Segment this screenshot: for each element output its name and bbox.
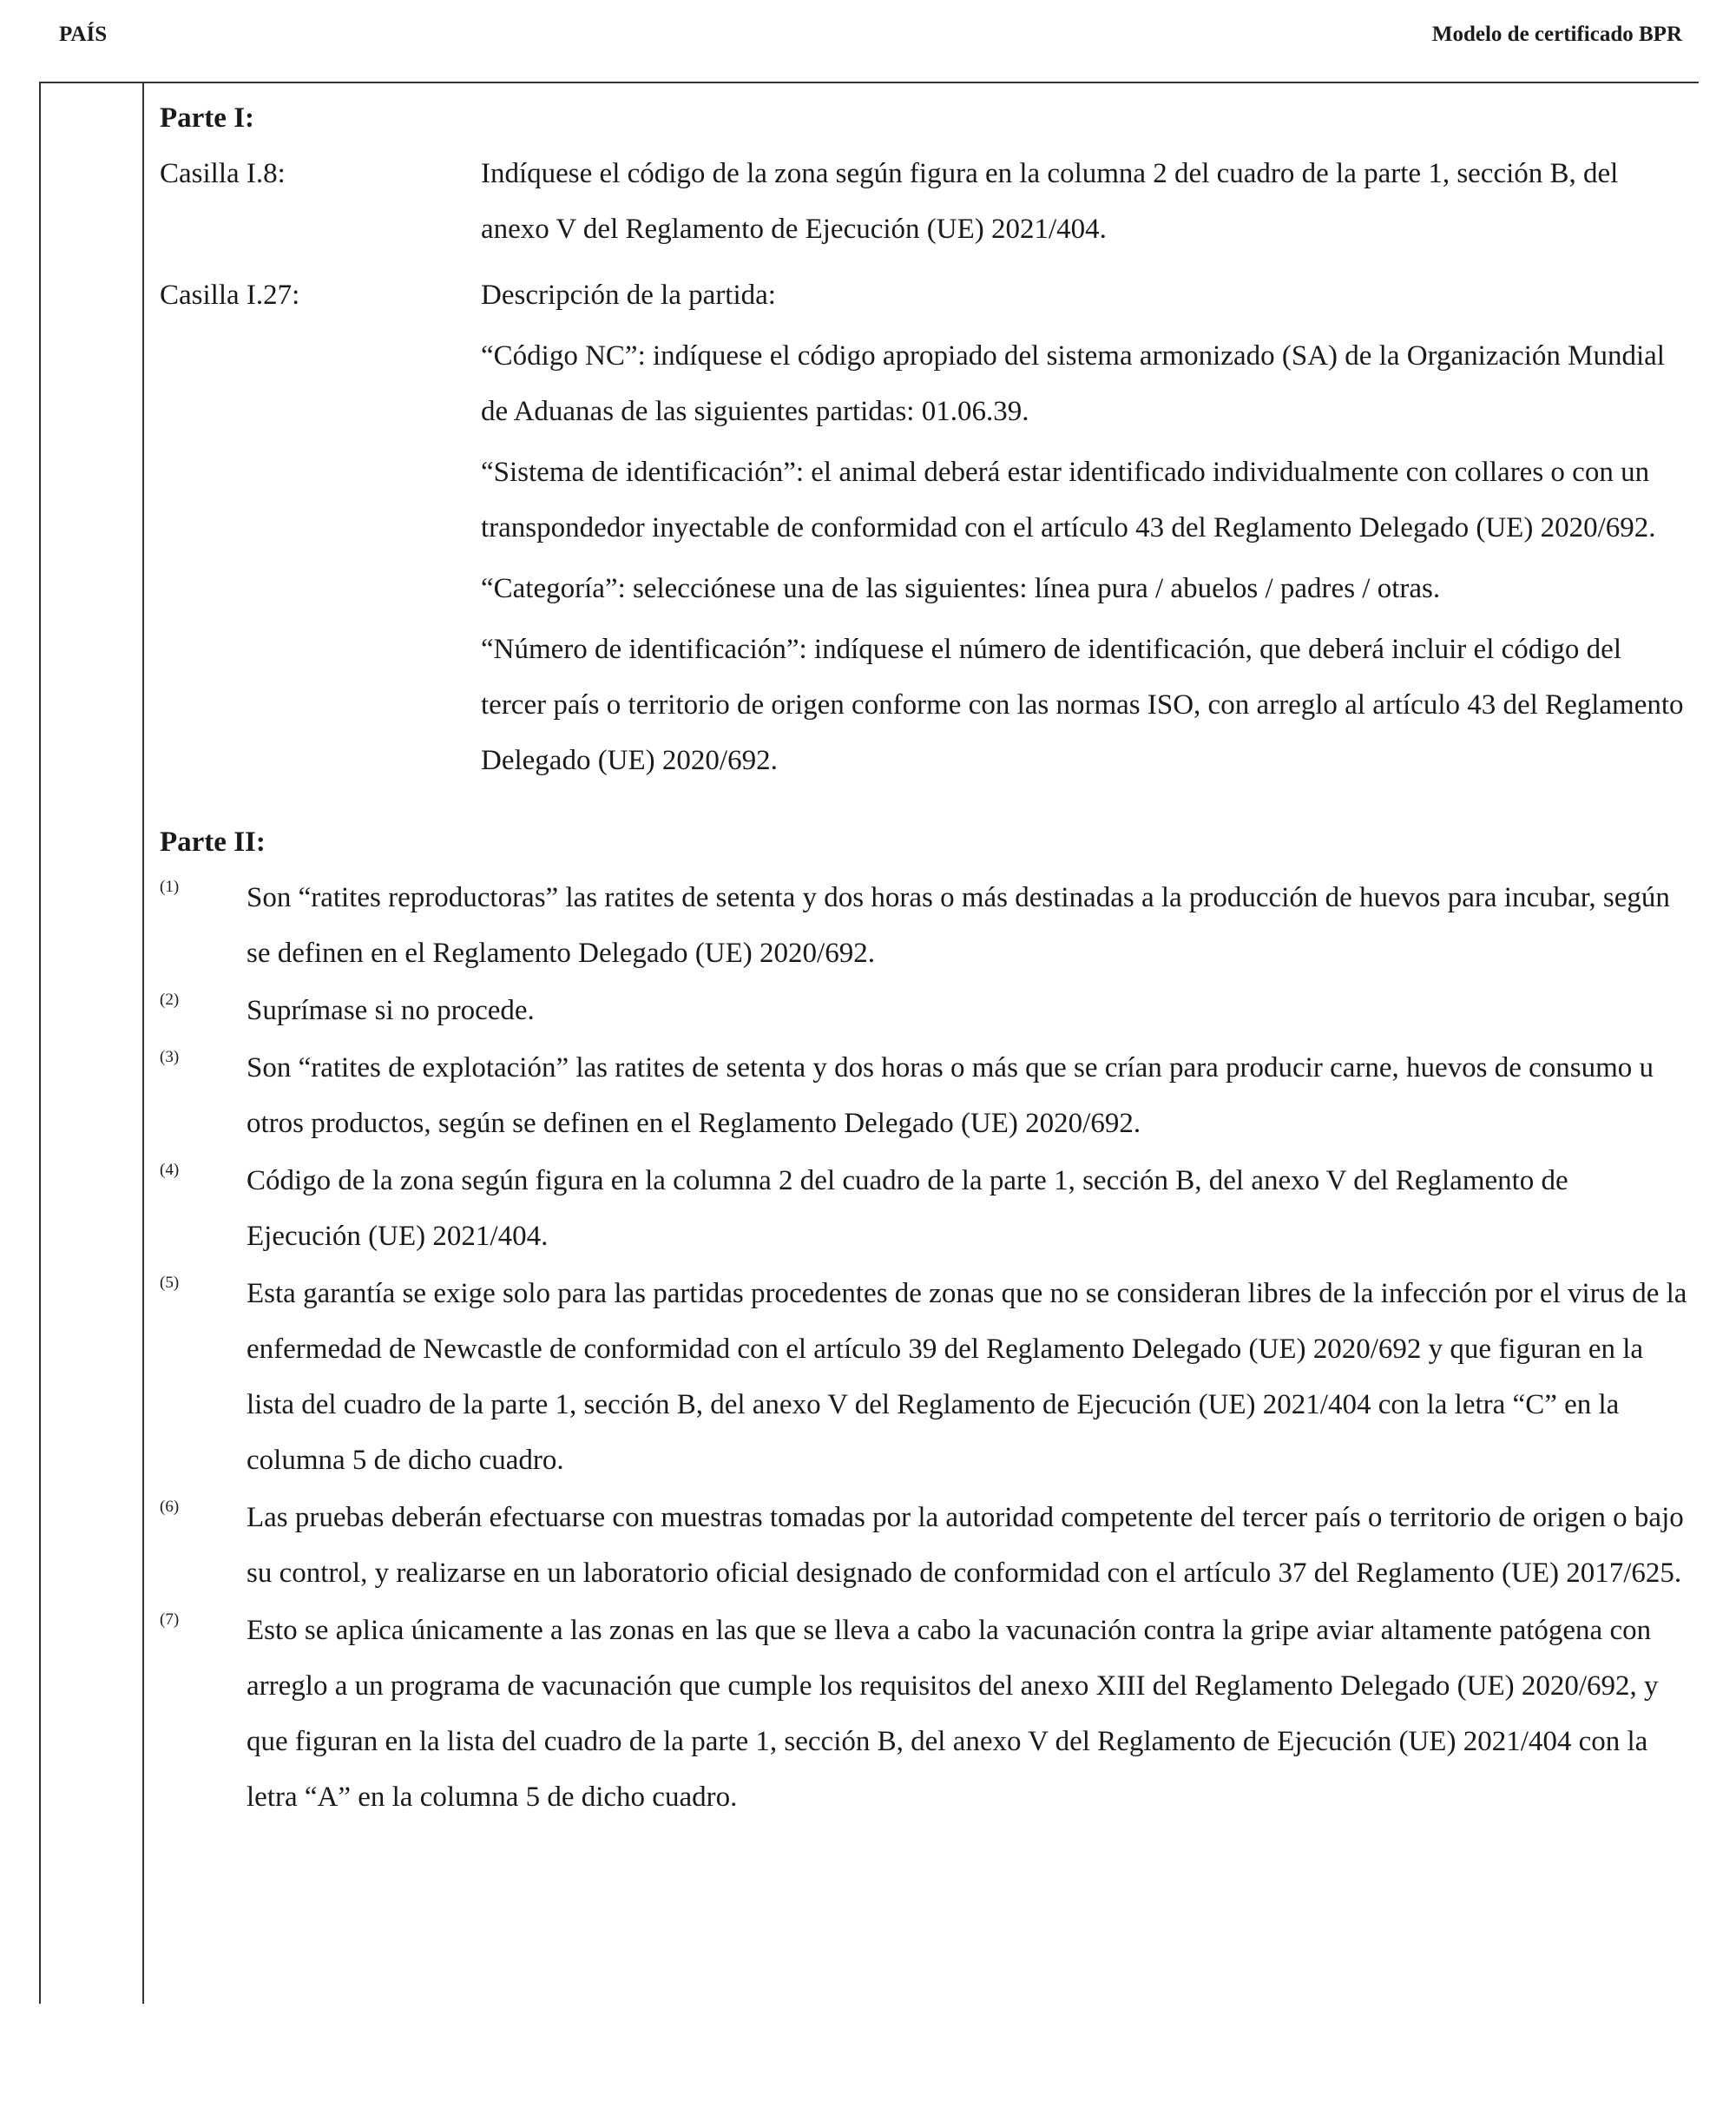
footnote-number: (6) <box>160 1498 180 1516</box>
casilla-i8 <box>160 146 1687 262</box>
footnote-item <box>160 983 1687 1038</box>
certificate-model-label: Modelo de certificado BPR <box>1431 23 1682 46</box>
page-header <box>59 23 1682 57</box>
casilla-paragraph: Indíquese el código de la zona según figura en la columna 2 del cuadro de la parte 1, sección B, del anexo V del Reglamento de Ejecución (UE) 2021/404. <box>481 158 1619 245</box>
footnote-item <box>160 1603 1687 1825</box>
part1-heading: Parte I: <box>160 102 255 134</box>
country-label: PAÍS <box>59 23 108 46</box>
footnote-item <box>160 1153 1687 1264</box>
notes-content <box>160 90 1687 1827</box>
casilla-i27 <box>160 267 1687 794</box>
casilla-paragraph: “Sistema de identificación”: el animal deberá estar identificado individualmente con collares o con un transpondedor inyectable de conformidad con el artículo 43 del Reglamento Delegado (UE) 2020/692. <box>481 457 1656 543</box>
casilla-paragraph: “Categoría”: selecciónese una de las siguientes: línea pura / abuelos / padres / otras. <box>481 573 1441 604</box>
footnote-number: (4) <box>160 1161 180 1179</box>
footnote-text: Son “ratites de explotación” las ratites de setenta y dos horas o más que se crían para producir carne, huevos de consumo u otros productos, según se definen en el Reglamento Delegado (UE) 2020/692. <box>247 1052 1654 1139</box>
footnote-number: (3) <box>160 1048 180 1066</box>
footnote-text: Son “ratites reproductoras” las ratites de setenta y dos horas o más destinadas a la producción de huevos para incubar, según se definen en el Reglamento Delegado (UE) 2020/692. <box>247 882 1670 969</box>
casilla-body <box>481 146 1687 262</box>
part2-heading: Parte II: <box>160 827 266 858</box>
footnote-number: (7) <box>160 1610 180 1629</box>
footnote-number: (2) <box>160 991 180 1009</box>
footnote-text: Las pruebas deberán efectuarse con muestras tomadas por la autoridad competente del tercer país o territorio de origen o bajo su control, y realizarse en un laboratorio oficial designado de conformidad con el artículo 37 del Reglamento (UE) 2017/625. <box>247 1502 1684 1589</box>
footnote-text: Código de la zona según figura en la columna 2 del cuadro de la parte 1, sección B, del anexo V del Reglamento de Ejecución (UE) 2021/404. <box>247 1165 1568 1252</box>
casilla-paragraph: “Número de identificación”: indíquese el número de identificación, que deberá incluir el código del tercer país o territorio de origen conforme con las normas ISO, con arreglo al artículo 43 del Reglamento Delegado (UE) 2020/692. <box>481 634 1684 776</box>
frame-top-rule <box>39 82 1699 83</box>
footnote-item <box>160 870 1687 981</box>
footnote-text: Suprímase si no procede. <box>247 995 535 1026</box>
casilla-label: Casilla I.27: <box>160 280 300 311</box>
frame-inner-rule <box>142 82 144 2004</box>
footnote-number: (1) <box>160 878 180 896</box>
casilla-paragraph: “Código NC”: indíquese el código apropiado del sistema armonizado (SA) de la Organización Mundial de Aduanas de las siguientes partidas: 01.06.39. <box>481 340 1665 427</box>
footnote-number: (5) <box>160 1274 180 1292</box>
casilla-paragraph: Descripción de la partida: <box>481 280 776 311</box>
frame-left-rule <box>39 82 41 2004</box>
casilla-label: Casilla I.8: <box>160 158 286 189</box>
footnote-item <box>160 1266 1687 1488</box>
footnote-text: Esta garantía se exige solo para las partidas procedentes de zonas que no se consideran libres de la infección por el virus de la enfermedad de Newcastle de conformidad con el artículo 39 del Reglamento Delegado (UE) 2020/692 y que figuran en la lista del cuadro de la parte 1, sección B, del anexo V del Reglamento de Ejecución (UE) 2021/404 con la letra “C” en la columna 5 de dicho cuadro. <box>247 1278 1687 1476</box>
footnote-item <box>160 1490 1687 1601</box>
casilla-body <box>481 267 1687 794</box>
footnote-text: Esto se aplica únicamente a las zonas en las que se lleva a cabo la vacunación contra la gripe aviar altamente patógena con arreglo a un programa de vacunación que cumple los requisitos del anexo XIII del Reglamento Delegado (UE) 2020/692, y que figuran en la lista del cuadro de la parte 1, sección B, del anexo V del Reglamento de Ejecución (UE) 2021/404 con la letra “A” en la columna 5 de dicho cuadro. <box>247 1615 1659 1813</box>
footnote-item <box>160 1040 1687 1151</box>
